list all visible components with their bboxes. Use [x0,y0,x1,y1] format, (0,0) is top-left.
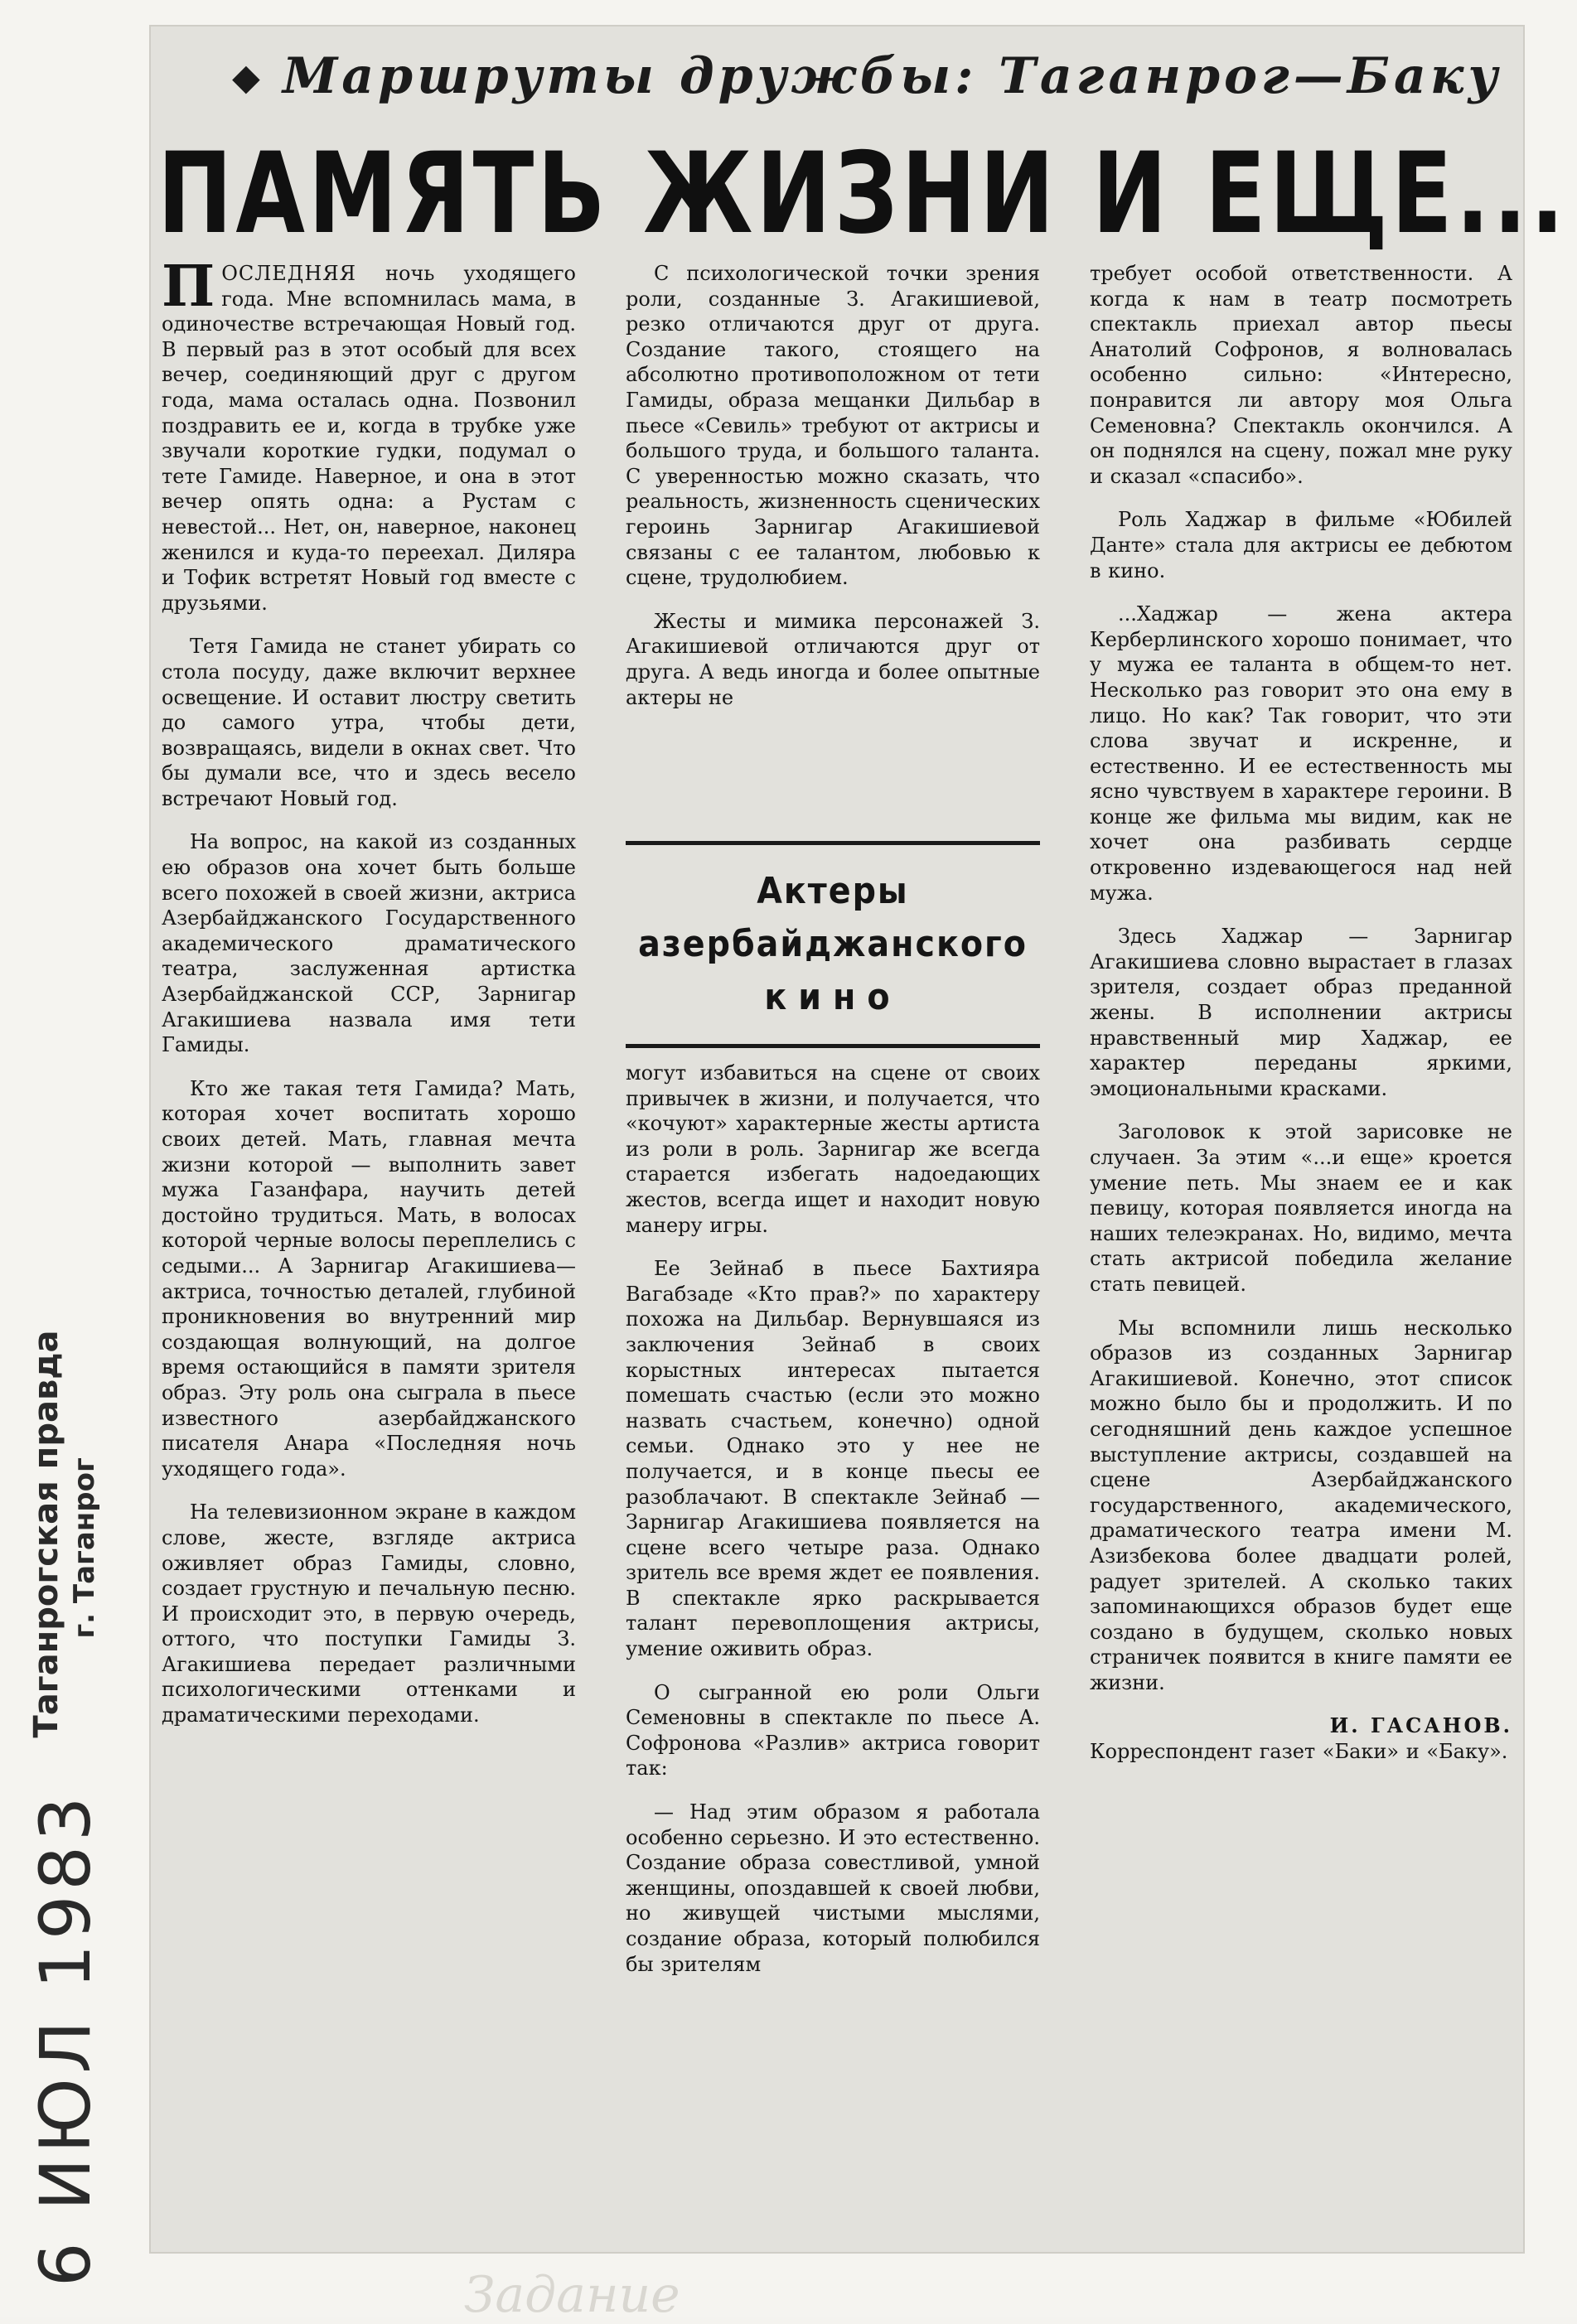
series-box [626,853,1040,1036]
lead-text: ночь уходящего года. Мне вспомнилась мама, в одиночестве встречающая Новый год. В первый раз в этот особый для всех вечер, соединяющий друг с другом года, мама осталась одна. Позвонил поздравить ее и, когда в трубке уже звучали короткие гудки, подумал о тете Гамиде. Наверное, и она в этот вечер опять одна: а Рустам с невестой... Нет, он, наверное, наконец женился и куда-то переехал. Диляра и Тофик встретят Новый год вместе с друзьями. [162,262,576,615]
paragraph: Мы вспомнили лишь несколько образов из созданных Зарнигар Агакишиевой. Конечно, этот список можно было бы и продолжить. И по сегодняшний день каждое успешное выступление актрисы, создавшей на сцене Азербайджанского государственного, академического, драматического театра имени М. Азизбекова более двадцати ролей, радует зрителей. А сколько таких запоминающихся образов будет еще создано в будущем, сколько новых страничек появится в книге памяти ее жизни. [1090,1316,1512,1694]
paragraph: Заголовок к этой зарисовке не случаен. За этим «...и еще» кроется умение петь. Мы знаем ее и как певицу, которая появляется иногда на наших телеэкранах. Но, видимо, мечта стать актрисой победила желание стать певицей. [1090,1120,1512,1296]
drop-cap: П [162,254,215,320]
paragraph: ...Хаджар — жена актера Керберлинского хорошо понимает, что у мужа ее таланта в общем-то нет. Несколько раз говорит это она ему в лицо. Но как? Так говорит, что эти слова звучат и искренне, и естественно. И ее естественность мы ясно чувствуем в характере героини. В конце же фильма мы видим, как не хочет она разбивать сердце откровенно издевающегося над ней мужа. [1090,602,1512,905]
rubric-text: Маршруты дружбы: Таганрог—Баку [282,47,1502,105]
series-line-1: Актеры [757,870,909,912]
newspaper-clipping [149,25,1568,2254]
paragraph: могут избавиться на сцене от своих привычек в жизни, и получается, что «кочуют» характерные жесты артиста из роли в роль. Зарнигар же всегда старается избегать надоедающих жестов, всегда ищет и находит новую манеру игры. [626,1061,1040,1237]
paragraph: Ее Зейнаб в пьесе Бахтияра Вагабзаде «Кто прав?» по характеру похожа на Дильбар. Вернувшаяся из заключения Зейнаб в своих корыстных интересах пытается помешать счастью (если это можно назвать счастьем, конечно) одной семьи. Однако это у нее не получается, и в конце пьесы ее разоблачают. В спектакле Зейнаб — Зарнигар Агакишиева появляется на сцене всего четыре раза. Однако зритель все время ждет ее появления. В спектакле ярко раскрывается талант перевоплощения актрисы, умение оживить образ. [626,1257,1040,1661]
author-signature: И. ГАСАНОВ. [1329,1713,1512,1738]
author-credit: Корреспондент газет «Баки» и «Баку». [1090,1740,1508,1764]
lead-caps: ОСЛЕДНЯЯ [221,262,357,285]
paragraph: На вопрос, на какой из созданных ею образов она хочет быть больше всего похожей в своей жизни, актриса Азербайджанского Государственного академического драматического театра, заслуженная артистка Азербайджанской ССР, Зарнигар Агакишиева назвала имя тети Гамиды. [162,830,576,1057]
archive-stamp [25,1330,106,2287]
paragraph: С психологической точки зрения роли, созданные З. Агакишиевой, резко отличаются друг от друга. Создание такого, стоящего на абсолютно противоположном от тети Гамиды, образа мещанки Дильбар в пьесе «Севиль» требуют от актрисы и большого труда, и большого таланта. С уверенностью можно сказать, что реальность, жизненность сценических героинь Зарнигар Агакишиевой связаны с ее талантом, любовью к сцене, трудолюбием. [626,262,1040,590]
stamp-city: г. Таганрог [68,1457,101,1639]
series-line-2: азербайджанского [638,923,1028,965]
article-column-1 [162,254,576,1747]
paragraph: На телевизионном экране в каждом слове, жесте, взгляде актриса оживляет образ Гамиды, словно, создает грустную и печальную песню. И происходит это, в первую очередь, оттого, что поступки Гамиды З. Агакишиева передает различными психологическими оттенками и драматическими переходами. [162,1500,576,1727]
paragraph: О сыгранной ею роли Ольги Семеновны в спектакле по пьесе А. Софронова «Разлив» актриса говорит так: [626,1680,1040,1780]
article-column-3 [1090,261,1512,1783]
series-line-3: кино [764,976,902,1018]
article-column-2-bottom [626,1061,1040,1995]
paragraph: Кто же такая тетя Гамида? Мать, которая хочет воспитать хорошо своих детей. Мать, главная мечта жизни которой — выполнить завет мужа Газанфара, научить детей достойно трудиться. Мать, в волосах которой черные волосы переплелись с седыми... А Зарнигар Агакишиева—актриса, точностью деталей, глубиной проникновения во внутренний мир создающая волнующий, на долгое время остающийся в памяти зрителя образ. Эту роль она сыграла в пьесе известного азербайджанского писателя Анара «Последняя ночь уходящего года». [162,1076,576,1481]
paragraph [162,254,576,616]
article-column-2-top [626,261,1040,728]
paragraph: Жесты и мимика персонажей З. Агакишиевой отличаются друг от друга. А ведь иногда и более опытные актеры не [626,609,1040,709]
series-rule-top [626,841,1040,845]
stamp-source [27,1330,104,1737]
paragraph: Тетя Гамида не станет убирать со стола посуду, даже включит верхнее освещение. И оставит люстру светить до самого утра, чтобы дети, возвращаясь, видели в окнах свет. Что бы думали все, что и здесь весело встречают Новый год. [162,635,576,810]
series-rule-bottom [626,1044,1040,1048]
paragraph: Здесь Хаджар — Зарнигар Агакишиева словно вырастает в глазах зрителя, создает образ преданной жены. В исполнении актрисы нравственный мир Хаджар, ее характер переданы яркими, эмоциональными красками. [1090,925,1512,1100]
stamp-date: 6 ИЮЛ 1983 [25,1791,106,2287]
headline: ПАМЯТЬ ЖИЗНИ И ЕЩЕ... [157,129,1568,259]
stamp-newspaper: Таганрогская правда [27,1330,65,1738]
diamond-icon: ◆ [232,56,264,99]
paragraph: требует особой ответственности. А когда к нам в театр посмотреть спектакль приехал автор пьесы Анатолий Софронов, я волновалась особенно сильно: «Интересно, понравится ли автору моя Ольга Семеновна? Спектакль окончился. А он поднялся на сцену, пожал мне руку и сказал «спасибо». [1090,262,1512,488]
paragraph: — Над этим образом я работала особенно серьезно. И это естественно. Создание образа совестливой, умной женщины, опоздавшей к своей любви, но живущей чистыми мыслями, создание образа, который полюбился бы зрителям [626,1800,1040,1976]
paragraph: Роль Хаджар в фильме «Юбилей Данте» стала для актрисы ее дебютом в кино. [1090,508,1512,582]
bleed-through-text: Задание [464,2266,680,2324]
